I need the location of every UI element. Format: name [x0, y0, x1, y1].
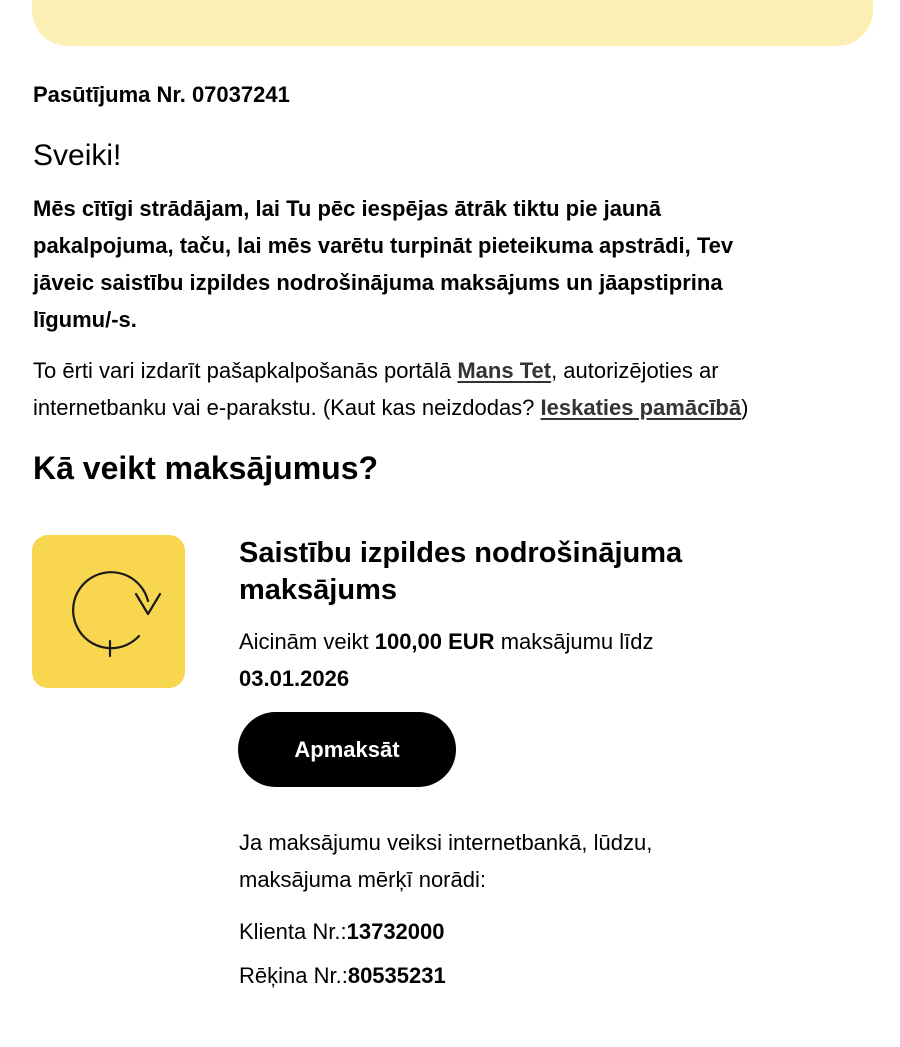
portal-paragraph [33, 352, 873, 426]
greeting: Sveiki! [33, 139, 122, 172]
invoice-number-label: Rēķina Nr.: [239, 963, 348, 988]
bank-note-line: Ja maksājumu veiksi internetbankā, lūdzu, [239, 830, 653, 855]
pay-button[interactable]: Apmaksāt [238, 712, 456, 787]
client-number: 13732000 [346, 919, 445, 944]
howto-heading: Kā veikt maksājumus? [33, 450, 379, 486]
order-number: Pasūtījuma Nr. 07037241 [33, 82, 290, 107]
bank-note [239, 824, 652, 898]
bank-note-line: maksājuma mērķī norādi: [239, 867, 486, 892]
intro-line: līgumu/-s. [33, 307, 137, 332]
portal-text: ) [741, 395, 749, 420]
client-number-label: Klienta Nr.: [239, 919, 347, 944]
portal-line-1 [33, 352, 873, 389]
tutorial-link[interactable]: Ieskaties pamācībā [540, 395, 742, 420]
payment-title-line: Saistību izpildes nodrošinājuma [239, 537, 683, 569]
top-banner [32, 0, 873, 46]
payment-invite [239, 623, 654, 697]
portal-line-2 [33, 389, 873, 426]
portal-text: To ērti vari izdarīt pašapkalpošanās portālā [33, 358, 458, 383]
portal-text: internetbanku vai e-parakstu. (Kaut kas neizdodas? [33, 395, 541, 420]
payment-tile [32, 535, 185, 688]
intro-paragraph [33, 190, 843, 338]
payment-title [239, 535, 682, 609]
invite-text: maksājumu līdz [494, 629, 654, 654]
intro-line: pakalpojuma, taču, lai mēs varētu turpināt pieteikuma apstrādi, Tev [33, 233, 734, 258]
intro-line: Mēs cītīgi strādājam, lai Tu pēc iespējas ātrāk tiktu pie jaunā [33, 196, 662, 221]
due-date: 03.01.2026 [239, 666, 350, 691]
refresh-arrow-icon [32, 535, 185, 688]
intro-line: jāveic saistību izpildes nodrošinājuma maksājums un jāapstiprina [33, 270, 723, 295]
invite-line-1 [239, 623, 654, 660]
invoice-number: 80535231 [347, 963, 446, 988]
invite-text: Aicinām veikt [239, 629, 375, 654]
mans-tet-link[interactable]: Mans Tet [457, 358, 552, 383]
client-number-row [239, 917, 445, 947]
payment-amount: 100,00 EUR [374, 629, 495, 654]
invoice-number-row [239, 961, 446, 991]
portal-text: , autorizējoties ar [551, 358, 719, 383]
payment-title-line: maksājums [239, 574, 397, 606]
